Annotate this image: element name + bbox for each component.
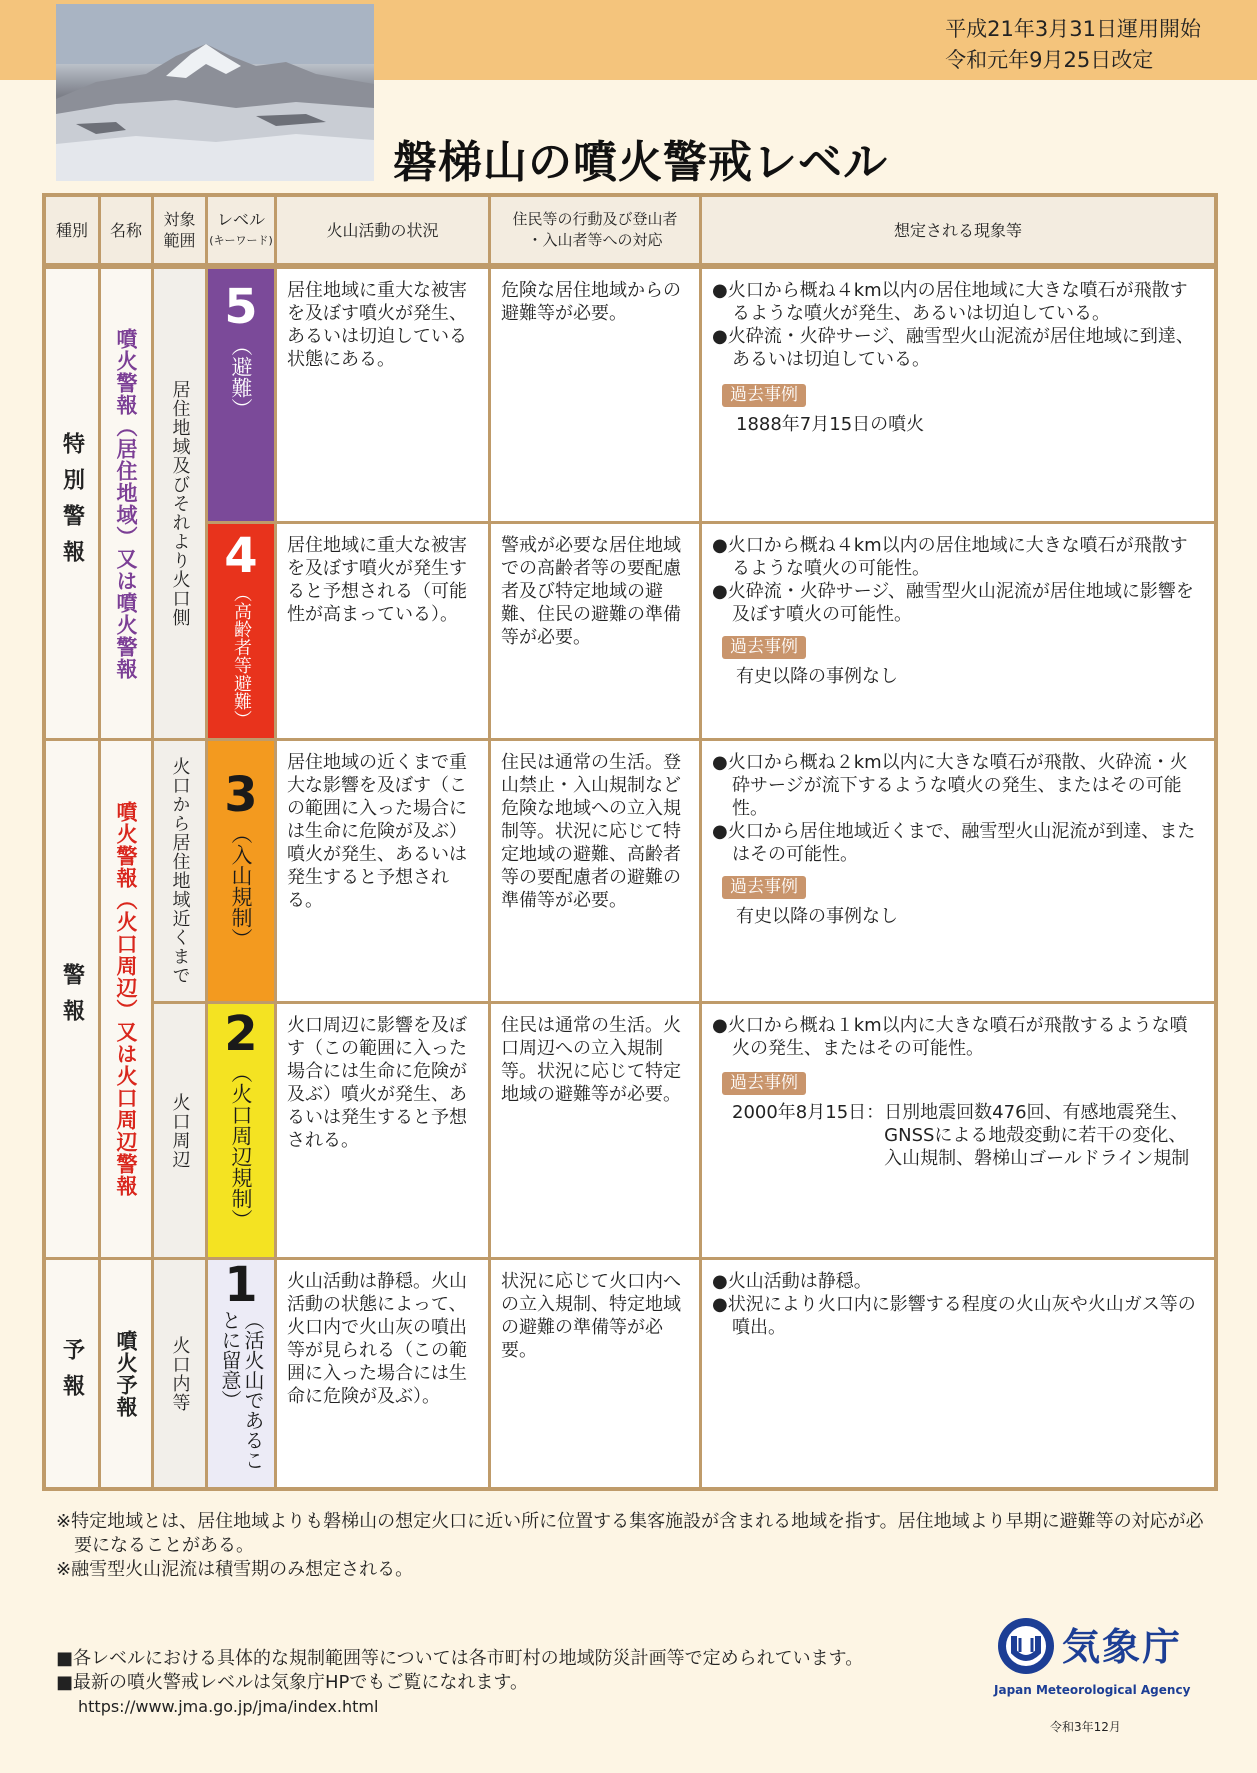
level-4-activity: 居住地域に重大な被害を及ぼす噴火が発生すると予想される（可能性が高まっている）。 <box>277 524 488 738</box>
kind-special-label: 特別警報 <box>59 431 85 576</box>
name-warning-part3: 又は火口周辺警報 <box>114 1021 138 1197</box>
operation-start-date: 平成21年3月31日運用開始 <box>945 17 1201 41</box>
kind-special-warning <box>46 269 98 738</box>
level-2-number: 2 <box>224 1006 258 1062</box>
kind-forecast <box>46 1260 98 1487</box>
level-1-badge <box>208 1260 274 1487</box>
name-warning <box>101 741 151 1257</box>
level-1-response: 状況に応じて火口内への立入規制、特定地域の避難の準備等が必要。 <box>491 1260 699 1487</box>
level-5-past-label: 過去事例 <box>722 384 806 407</box>
level-1-phenomena <box>702 1260 1214 1487</box>
name-forecast <box>101 1260 151 1487</box>
level-1-activity: 火山活動は静穏。火山活動の状態によって、火口内で火山灰の噴出等が見られる（この範囲に入った場合には生命に危険が及ぶ）。 <box>277 1260 488 1487</box>
area-special-text: 居住地域及びそれより火口側 <box>169 380 191 627</box>
name-special-part3: 又は噴火警報 <box>114 547 138 680</box>
level-5-keyword: （避難） <box>229 335 253 419</box>
header-name: 名称 <box>101 197 151 263</box>
level-5-badge <box>208 269 274 521</box>
level-1-keyword: （活火山であることに留意） <box>218 1310 265 1470</box>
note-special-area: ※特定地域とは、居住地域よりも磐梯山の想定火口に近い所に位置する集客施設が含まれる地域を指す。居住地域より早期に避難等の対応が必要になることがある。 <box>56 1511 1204 1556</box>
name-special-part2: （居住地域） <box>114 415 138 548</box>
area-special <box>154 269 205 738</box>
level-2-past-case <box>712 1101 1204 1170</box>
name-warning-part2: （火口周辺） <box>114 889 138 1021</box>
level-3-phenomenon-1: ●火口から概ね２km以内に大きな噴石が飛散、火砕流・火砕サージが流下するような噴火の発生、またはその可能性。 <box>712 752 1188 819</box>
level-3-phenomenon-2: ●火口から居住地域近くまで、融雪型火山泥流が到達、またはその可能性。 <box>712 821 1196 865</box>
footer-website-note: ■最新の噴火警戒レベルは気象庁HPでもご覧になれます。 <box>56 1672 528 1693</box>
level-1-phenomenon-2: ●状況により火口内に影響する程度の火山灰や火山ガス等の噴出。 <box>712 1294 1196 1338</box>
level-5-phenomenon-1: ●火口から概ね４km以内の居住地域に大きな噴石が飛散するような噴火が発生、あるいは切迫している。 <box>712 280 1188 324</box>
level-5-phenomena <box>702 269 1214 521</box>
header-kind: 種別 <box>46 197 98 263</box>
level-4-keyword: （高齢者等避難） <box>231 584 252 728</box>
level-4-number: 4 <box>224 528 258 584</box>
header-level-label: レベル <box>216 210 265 229</box>
level-4-past-label: 過去事例 <box>722 636 806 659</box>
area-level1 <box>154 1260 205 1487</box>
name-warning-text <box>114 801 138 1197</box>
level-4-phenomenon-2: ●火砕流・火砕サージ、融雪型火山泥流が居住地域に影響を及ぼす噴火の可能性。 <box>712 581 1194 625</box>
level-3-past-label: 過去事例 <box>722 876 806 899</box>
level-2-badge <box>208 1004 274 1257</box>
footer <box>56 1647 863 1719</box>
level-3-past-case: 有史以降の事例なし <box>736 906 898 927</box>
header-area <box>154 197 205 263</box>
level-3-number: 3 <box>224 767 258 823</box>
level-2-past-date: 2000年8月15日： <box>732 1102 885 1123</box>
level-2-past-label: 過去事例 <box>722 1072 806 1095</box>
revision-date: 令和元年9月25日改定 <box>945 48 1154 72</box>
issue-date: 令和3年12月 <box>1050 1720 1121 1734</box>
level-5-response: 危険な居住地域からの避難等が必要。 <box>491 269 699 521</box>
level-4-badge <box>208 524 274 738</box>
level-3-response: 住民は通常の生活。登山禁止・入山規制など危険な地域への立入規制等。状況に応じて特定地域の避難、高齢者等の要配慮者の避難の準備等が必要。 <box>491 741 699 1001</box>
level-2-response: 住民は通常の生活。火口周辺への立入規制等。状況に応じて特定地域の避難等が必要。 <box>491 1004 699 1257</box>
name-special <box>101 269 151 738</box>
level-2-keyword: （火口周辺規制） <box>229 1062 253 1230</box>
name-forecast-text: 噴火予報 <box>114 1329 138 1418</box>
mount-bandai-photo <box>56 4 374 181</box>
level-4-response: 警戒が必要な居住地域での高齢者等の要配慮者及び特定地域の避難、住民の避難の準備等が必要。 <box>491 524 699 738</box>
jma-logo-english: Japan Meteorological Agency <box>994 1683 1191 1697</box>
header-level-keyword: (キーワード) <box>209 234 273 247</box>
level-3-activity: 居住地域の近くまで重大な影響を及ぼす（この範囲に入った場合には生命に危険が及ぶ）噴火が発生、あるいは発生すると予想される。 <box>277 741 488 1001</box>
level-5-number: 5 <box>224 279 258 335</box>
header-activity: 火山活動の状況 <box>277 197 488 263</box>
kind-warning <box>46 741 98 1257</box>
level-3-phenomena <box>702 741 1214 1001</box>
header-response-line1: 住民等の行動及び登山者 <box>512 210 678 228</box>
area-level3-text: 火口から居住地域近くまで <box>169 757 191 985</box>
page-title: 磐梯山の噴火警戒レベル <box>393 137 888 188</box>
level-3-keyword: （入山規制） <box>229 823 253 949</box>
name-special-part1: 噴火警報 <box>114 327 138 416</box>
level-1-phenomenon-1: ●火山活動は静穏。 <box>712 1271 872 1292</box>
revision-dates <box>945 14 1201 76</box>
header-area-line2: 範囲 <box>163 231 196 250</box>
level-2-phenomenon-1: ●火口から概ね１km以内に大きな噴石が飛散するような噴火の発生、またはその可能性。 <box>712 1015 1188 1059</box>
header-response <box>491 197 699 263</box>
level-4-phenomenon-1: ●火口から概ね４km以内の居住地域に大きな噴石が飛散するような噴火の可能性。 <box>712 535 1188 579</box>
header-phenomena: 想定される現象等 <box>702 197 1214 263</box>
kind-forecast-label: 予報 <box>59 1337 85 1410</box>
footer-regulation-note: ■各レベルにおける具体的な規制範囲等については各市町村の地域防災計画等で定められています。 <box>56 1648 864 1669</box>
level-3-badge <box>208 741 274 1001</box>
jma-logo-text: 気象庁 <box>1062 1625 1183 1669</box>
kind-warning-label: 警報 <box>59 963 85 1035</box>
note-lahar: ※融雪型火山泥流は積雪期のみ想定される。 <box>56 1559 414 1580</box>
name-warning-part1: 噴火警報 <box>114 801 138 889</box>
level-5-past-case: 1888年7月15日の噴火 <box>736 414 925 435</box>
level-5-phenomenon-2: ●火砕流・火砕サージ、融雪型火山泥流が居住地域に到達、あるいは切迫している。 <box>712 326 1194 370</box>
level-5-activity: 居住地域に重大な被害を及ぼす噴火が発生、あるいは切迫している状態にある。 <box>277 269 488 521</box>
area-level1-text: 火口内等 <box>169 1335 191 1412</box>
area-level2 <box>154 1004 205 1257</box>
level-4-phenomena <box>702 524 1214 738</box>
name-special-text <box>114 328 138 680</box>
jma-url-link[interactable]: https://www.jma.go.jp/jma/index.html <box>78 1697 379 1716</box>
area-level3 <box>154 741 205 1001</box>
level-2-past-detail: 日別地震回数476回、有感地震発生、GNSSによる地殻変動に若干の変化、入山規制、磐梯山ゴールドライン規制 <box>884 1102 1190 1169</box>
level-2-activity: 火口周辺に影響を及ぼす（この範囲に入った場合には生命に危険が及ぶ）噴火が発生、あるいは発生すると予想される。 <box>277 1004 488 1257</box>
level-2-phenomena <box>702 1004 1214 1257</box>
header-level <box>208 197 274 263</box>
level-4-past-case: 有史以降の事例なし <box>736 666 898 687</box>
header-response-line2: ・入山者等への対応 <box>527 231 663 249</box>
area-level2-text: 火口周辺 <box>169 1092 191 1169</box>
header-area-line1: 対象 <box>163 210 196 229</box>
notes <box>56 1510 1206 1582</box>
level-1-number: 1 <box>224 1260 258 1313</box>
alert-level-table <box>42 193 1218 1491</box>
